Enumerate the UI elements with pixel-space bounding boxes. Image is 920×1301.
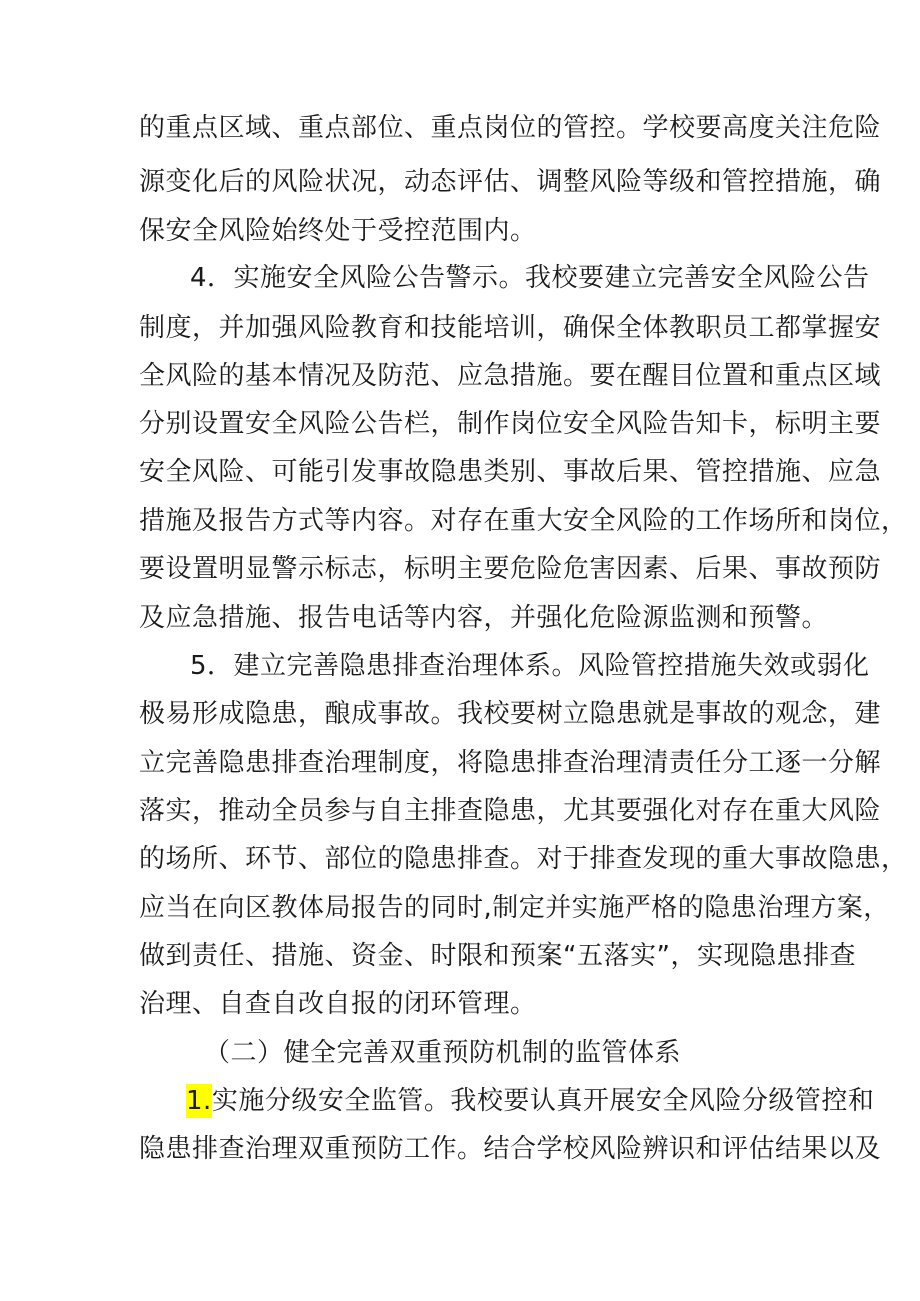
text-line: 全风险的基本情况及防范、应急措施。要在醒目位置和重点区域 — [139, 361, 882, 391]
text-line — [186, 1086, 874, 1116]
text-line-content: 实施分级安全监管。我校要认真开展安全风险分级管控和 — [211, 1086, 875, 1116]
text-line: 要设置明显警示标志，标明主要危险危害因素、后果、事故预防 — [139, 554, 882, 584]
text-line: 治理、自查自改自报的闭环管理。 — [139, 989, 537, 1019]
text-line: 隐患排查治理双重预防工作。结合学校风险辨识和评估结果以及 — [139, 1134, 882, 1164]
text-line: 源变化后的风险状况，动态评估、调整风险等级和管控措施，确 — [139, 167, 882, 197]
text-line: 保安全风险始终处于受控范围内。 — [139, 216, 537, 246]
text-line: 极易形成隐患，酿成事故。我校要树立隐患就是事故的观念，建 — [139, 699, 882, 729]
text-line: 及应急措施、报告电话等内容，并强化危险源监测和预警。 — [139, 603, 829, 633]
text-line: 应当在向区教体局报告的同时,制定并实施严格的隐患治理方案， — [139, 893, 890, 923]
section-heading: （二）健全完善双重预防机制的监管体系 — [204, 1038, 682, 1068]
text-line: 安全风险、可能引发事故隐患类别、事故后果、管控措施、应急 — [139, 457, 882, 487]
text-line: 的重点区域、重点部位、重点岗位的管控。学校要高度关注危险 — [139, 113, 882, 143]
text-line: 立完善隐患排查治理制度，将隐患排查治理清责任分工逐一分解 — [139, 748, 882, 778]
text-line: 措施及报告方式等内容。对存在重大安全风险的工作场所和岗位， — [139, 506, 908, 536]
text-line: 5．建立完善隐患排查治理体系。风险管控措施失效或弱化 — [190, 651, 870, 681]
text-line: 做到责任、措施、资金、时限和预案“五落实”，实现隐患排查 — [139, 941, 856, 971]
text-line: 制度，并加强风险教育和技能培训，确保全体教职员工都掌握安 — [139, 313, 882, 343]
text-line: 的场所、环节、部位的隐患排查。对于排查发现的重大事故隐患， — [139, 844, 908, 874]
text-line: 4．实施安全风险公告警示。我校要建立完善安全风险公告 — [190, 263, 870, 293]
text-line: 落实，推动全员参与自主排查隐患，尤其要强化对存在重大风险 — [139, 796, 882, 826]
text-line: 分别设置安全风险公告栏，制作岗位安全风险告知卡，标明主要 — [139, 409, 882, 439]
highlighted-number: 1. — [186, 1086, 212, 1116]
